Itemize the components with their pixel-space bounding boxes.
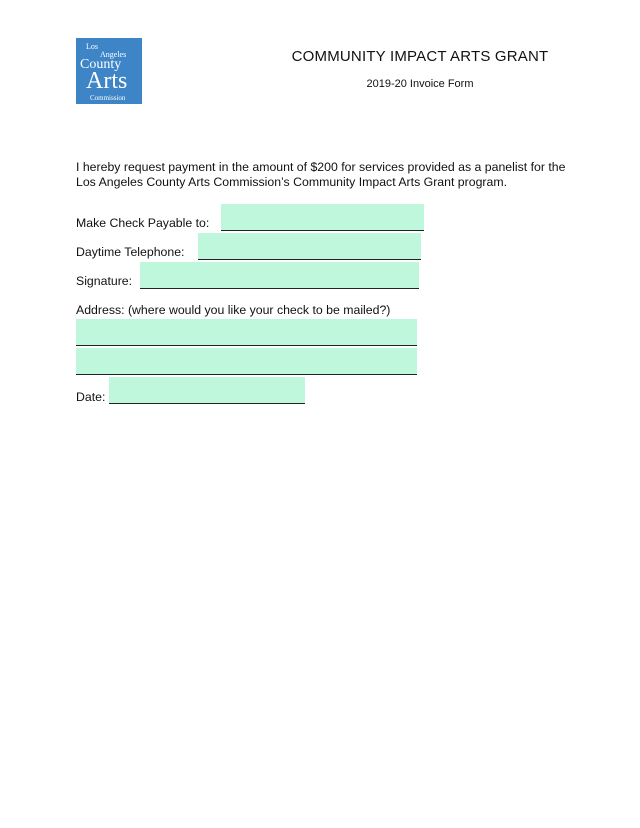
address-label: Address: (where would you like your check to be mailed?) xyxy=(76,303,391,317)
logo-text-angeles: Angeles xyxy=(100,50,127,59)
logo-text-los: Los xyxy=(86,42,98,51)
form-title: COMMUNITY IMPACT ARTS GRANT xyxy=(291,48,549,65)
daytime-telephone-field[interactable] xyxy=(198,233,421,260)
intro-paragraph: I hereby request payment in the amount of $200 for services provided as a panelist for the Los Angeles County Arts Commission’s Community Impact Arts Grant program. xyxy=(76,160,566,189)
logo-text-county: County xyxy=(80,57,122,72)
signature-field[interactable] xyxy=(140,262,419,289)
date-label: Date: xyxy=(76,390,106,404)
date-field[interactable] xyxy=(109,377,305,404)
address-line-2-field[interactable] xyxy=(76,348,417,375)
logo-text-arts: Arts xyxy=(86,68,128,94)
daytime-telephone-label: Daytime Telephone: xyxy=(76,245,185,259)
logo-text-commission: Commission xyxy=(90,94,126,102)
payable-to-field[interactable] xyxy=(221,204,424,231)
arts-commission-logo xyxy=(76,38,142,104)
payable-to-label: Make Check Payable to: xyxy=(76,216,210,230)
address-line-1-field[interactable] xyxy=(76,319,417,346)
form-subtitle: 2019-20 Invoice Form xyxy=(366,78,474,90)
signature-label: Signature: xyxy=(76,274,133,288)
